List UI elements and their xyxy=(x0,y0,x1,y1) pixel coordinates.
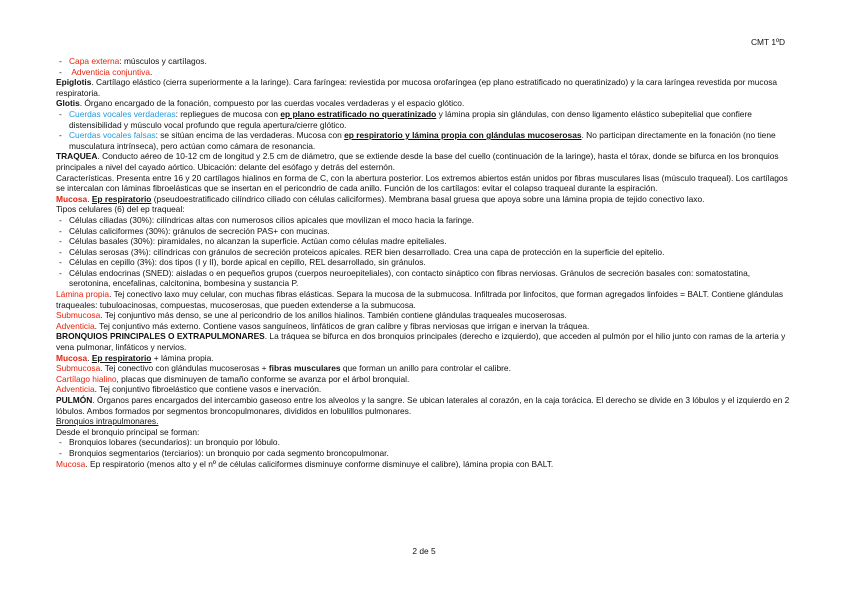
text-run: . Tej conectivo laxo muy celular, con muchas fibras elásticas. Separa la mucosa de la submucosa. Infiltrada por linfocitos, que forman agregados linfoides = BALT. Contiene glándulas traqueales: tubuloacinosas, compuestas, mucoserosas, que pueden extenderse a la submucosa. xyxy=(56,289,784,310)
underlined-term: ep plano estratificado no queratinizado xyxy=(280,108,437,119)
underlined-term: Ep respiratorio xyxy=(91,352,152,363)
list-item: - Bronquios segmentarios (terciarios): un bronquio por cada segmento broncopulmonar. xyxy=(56,448,790,459)
term-bold: Epiglotis xyxy=(56,77,92,88)
text-run: . Tej conjuntivo más denso, se une al pericondrio de los anillos hialinos. También contiene glándulas traqueales mucoserosas. xyxy=(100,310,567,321)
paragraph: Tipos celulares (6) del ep traqueal: xyxy=(56,204,185,215)
text-run: : músculos y cartílagos. xyxy=(119,56,207,66)
header-course-code: CMT 1ºD xyxy=(751,37,786,47)
text-run: . Cartílago elástico (cierra superiormente a la laringe). Cara faríngea: reviestida por mucosa orofaríngea (ep plano estratificado no queratinizado) y la cara laríngea revestida por mucosa respiratoria. xyxy=(56,77,778,98)
paragraph xyxy=(56,331,790,352)
page-number: 2 de 5 xyxy=(412,546,436,556)
paragraph: Características. Presenta entre 16 y 20 cartílagos hialinos en forma de C, con la abertura posterior. Los extremos abiertos están unidos por fibras musculares lisas (músculo traqueal). Los cartílagos se intercalan con láminas fibroelásticas que se insertan en el pericondrio de cada anillo. Función de los cartílagos: evitar el colapso traqueal durante la espiración. xyxy=(56,172,788,194)
subheading: Bronquios intrapulmonares. xyxy=(56,416,159,427)
list-item: - Células en cepillo (3%): dos tipos (I y II), borde apical en cepillo, REL desarrollado, sin gránulos. xyxy=(56,257,790,268)
term-highlight: Capa externa xyxy=(69,56,120,66)
text-run: . No participan directamente en la fonación (no tiene musculatura intrínseca), pero actúan como cámara de resonancia. xyxy=(69,130,776,151)
list-item xyxy=(56,130,790,151)
paragraph xyxy=(56,459,790,470)
list-item: - Células serosas (3%): cilíndricas con gránulos de secreción proteicos apicales. RER bien desarrollado. Crea una capa de protección en la superficie del epitelio. xyxy=(56,247,790,258)
term-highlight: Submucosa xyxy=(56,310,101,321)
term-bold: Glotis xyxy=(56,98,80,109)
underlined-term: ep respiratorio y lámina propia con glándulas mucoserosas xyxy=(344,130,582,141)
paragraph xyxy=(56,151,790,172)
paragraph xyxy=(56,353,790,364)
text-run: , placas que disminuyen de tamaño conforme se avanza por el árbol bronquial. xyxy=(116,373,410,384)
list-item: - Células endocrinas (SNED): aisladas o en pequeños grupos (cuerpos neuroepiteliales), con contacto sináptico con fibras nerviosas. Gránulos de secreción basales con: somatostatina, serotonina, encefalinas, calcitonina, bombesina y sustancia P. xyxy=(56,268,790,289)
text-run: + lámina propia. xyxy=(151,352,214,363)
paragraph xyxy=(56,289,790,310)
text-run: . Órgano encargado de la fonación, compuesto por las cuerdas vocales verdaderas y el espacio glótico. xyxy=(79,98,465,109)
document-body xyxy=(56,56,790,469)
text-run: . Tej conjuntivo fibroelástico que contiene vasos e inervación. xyxy=(94,384,322,395)
list-item: - Células basales (30%): piramidales, no alcanzan la superficie. Actúan como células madre epiteliales. xyxy=(56,236,790,247)
paragraph xyxy=(56,395,790,416)
paragraph xyxy=(56,98,790,109)
term-highlight: Lámina propia xyxy=(56,289,110,300)
text-run: . xyxy=(150,66,153,77)
text-run: : se sitúan encima de las verdaderas. Mucosa con xyxy=(155,130,345,141)
section-heading: PULMÓN xyxy=(56,395,93,405)
list-item: - Bronquios lobares (secundarios): un bronquio por lóbulo. xyxy=(56,437,790,448)
term-highlight: Submucosa xyxy=(56,363,101,374)
term-highlight: Cuerdas vocales falsas xyxy=(69,130,156,141)
text-run: . Ep respiratorio (menos alto y el nº de células caliciformes disminuye conforme disminuye el calibre), lámina propia con BALT. xyxy=(85,458,554,469)
text-run: . Conducto aéreo de 10-12 cm de longitud y 2.5 cm de diámetro, que se extiende desde la base del cuello (continuación de la laringe), hasta el tórax, donde se bifurca en los bronquios principales a nivel del cayado aórtico. Ubicación: delante del esófago y detrás del esternón. xyxy=(56,151,779,172)
text-run: . Tej conectivo con glándulas mucoserosas + xyxy=(100,363,269,374)
paragraph xyxy=(56,321,790,332)
list-item xyxy=(56,56,790,67)
text-run: y lámina propia sin glándulas, con denso ligamento elástico subepitelial que confiere distensibilidad y músculo vocal profundo que regula apertura/cierre glótico. xyxy=(69,108,752,130)
underlined-term: Ep respiratorio xyxy=(91,193,152,204)
paragraph xyxy=(56,416,790,427)
paragraph xyxy=(56,310,790,321)
list-item: - Células caliciformes (30%): gránulos de secreción PAS+ con mucinas. xyxy=(56,226,790,237)
text-run: : repliegues de mucosa con xyxy=(175,108,281,119)
term-highlight: Adventicia xyxy=(56,384,95,395)
term-highlight: Adventicia conjuntiva xyxy=(71,66,151,77)
list-item: - Células ciliadas (30%): cilíndricas altas con numerosos cilios apicales que movilizan el moco hacia la faringe. xyxy=(56,215,790,226)
section-heading: TRAQUEA xyxy=(56,151,98,162)
term-highlight: Adventicia xyxy=(56,320,95,331)
term-highlight: Cuerdas vocales verdaderas xyxy=(69,108,176,119)
text-run: . xyxy=(87,193,92,204)
list-item xyxy=(56,67,790,78)
term-highlight: Mucosa xyxy=(56,458,86,469)
term-highlight: Mucosa xyxy=(56,193,88,204)
text-run: que forman un anillo para controlar el calibre. xyxy=(340,363,511,374)
paragraph xyxy=(56,77,790,98)
paragraph xyxy=(56,384,790,395)
bold-term: fibras musculares xyxy=(268,363,341,374)
paragraph: Desde el bronquio principal se forman: xyxy=(56,426,200,437)
text-run: . xyxy=(87,352,92,363)
text-run: (pseudoestratificado cilíndrico ciliado con células caliciformes). Membrana basal gruesa que apoya sobre una lámina propia de tejido conectivo laxo. xyxy=(151,193,705,204)
text-run: . La tráquea se bifurca en dos bronquios principales (derecho e izquierdo), que acceden al pulmón por el hilio junto con ramas de la arteria y vena pulmonar, linfáticos y nervios. xyxy=(56,331,786,353)
section-heading: BRONQUIOS PRINCIPALES O EXTRAPULMONARES xyxy=(56,331,265,342)
text-run: . Tej conjuntivo más externo. Contiene vasos sanguíneos, linfáticos de gran calibre y fibras nerviosas que irrigan e inervan la tráquea. xyxy=(94,320,590,331)
paragraph xyxy=(56,374,790,385)
text-run: . Órganos pares encargados del intercambio gaseoso entre los alveolos y la sangre. Se ubican laterales al corazón, en la caja torácica. El derecho se divide en 3 lóbulos y el izquierdo en 2 lóbulos. Ambos formados por segmentos broncopulmonares, divididos en lobulillos pulmonares. xyxy=(56,395,790,416)
term-highlight: Mucosa xyxy=(56,352,88,363)
term-highlight: Cartílago hialino xyxy=(56,373,117,384)
paragraph xyxy=(56,363,790,374)
paragraph xyxy=(56,194,790,205)
list-item xyxy=(56,109,790,130)
